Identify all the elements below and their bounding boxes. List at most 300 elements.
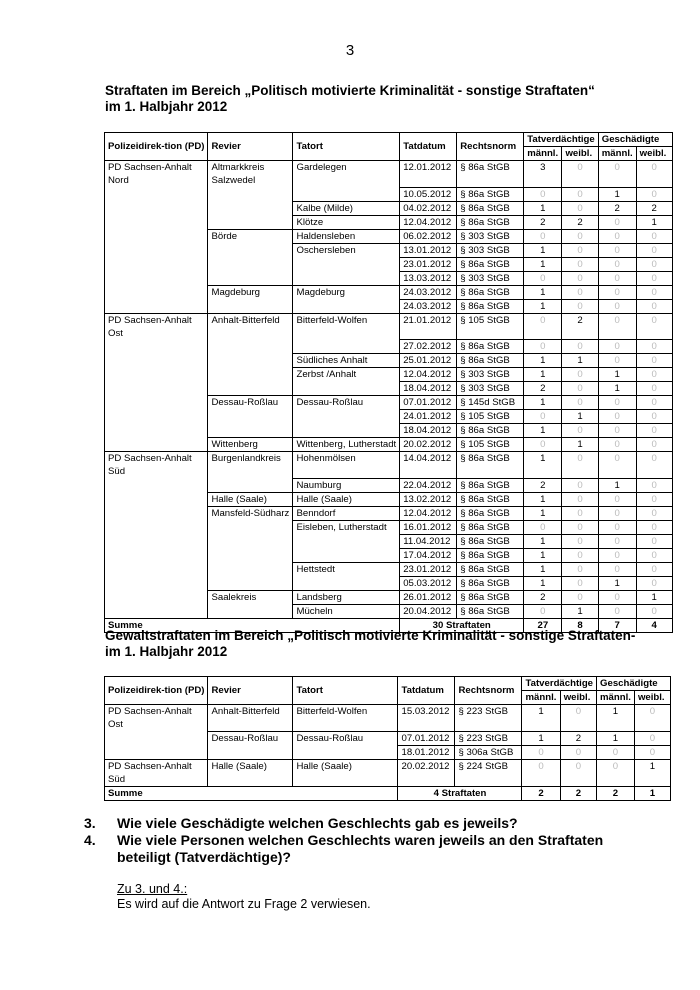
table-row [105, 340, 673, 354]
question-number: 4. [84, 832, 96, 848]
summe-g-m: 7 [598, 618, 636, 632]
cell-revier: Saalekreis [208, 590, 293, 604]
cell-tv-m: 1 [524, 354, 562, 368]
cell-revier [208, 271, 293, 285]
cell-g-m: 0 [598, 534, 636, 548]
cell-revier [208, 257, 293, 271]
cell-tatort: Hettstedt [293, 562, 400, 576]
cell-rechtsnorm: § 145d StGB [457, 396, 524, 410]
cell-tatort: Halle (Saale) [293, 759, 398, 786]
cell-tatort: Südliches Anhalt [293, 354, 400, 368]
table-row [105, 187, 673, 201]
cell-tv-w: 0 [562, 396, 598, 410]
cell-tv-w: 0 [562, 187, 598, 201]
cell-tatdatum: 14.04.2012 [400, 452, 457, 479]
table-row [105, 396, 673, 410]
section2-title [105, 628, 635, 660]
question-text: Wie viele Personen welchen Geschlechts waren jeweils an den Straftaten beteiligt (Tatverdächtige)? [117, 832, 604, 865]
cell-rechtsnorm: § 86a StGB [457, 257, 524, 271]
cell-tv-w: 0 [560, 745, 596, 759]
cell-tatdatum: 26.01.2012 [400, 590, 457, 604]
summe-g-m: 2 [597, 786, 635, 800]
cell-tv-m: 1 [524, 562, 562, 576]
cell-g-w: 0 [636, 368, 672, 382]
header-geschaedigte: Geschädigte [598, 133, 672, 147]
cell-revier [208, 243, 293, 257]
table-row [105, 424, 673, 438]
cell-tv-m: 0 [524, 604, 562, 618]
cell-g-m: 0 [598, 229, 636, 243]
cell-pd: PD Sachsen-Anhalt Süd [105, 452, 208, 479]
cell-g-m: 1 [597, 731, 635, 745]
table-row [105, 243, 673, 257]
header-g-maennl: männl. [598, 147, 636, 161]
table-row [105, 604, 673, 618]
cell-tatdatum: 07.01.2012 [400, 396, 457, 410]
cell-tv-m: 1 [522, 705, 560, 732]
table-row [105, 506, 673, 520]
cell-g-w: 0 [636, 452, 672, 479]
cell-g-m: 0 [598, 410, 636, 424]
summe-tv-m: 2 [522, 786, 560, 800]
cell-rechtsnorm: § 86a StGB [457, 452, 524, 479]
cell-g-m: 0 [598, 313, 636, 340]
cell-pd [105, 396, 208, 410]
table-row [105, 492, 673, 506]
cell-tv-m: 0 [524, 410, 562, 424]
table-row [105, 229, 673, 243]
cell-tv-m: 0 [524, 187, 562, 201]
cell-rechtsnorm: § 303 StGB [457, 243, 524, 257]
cell-tv-w: 0 [562, 382, 598, 396]
cell-tatdatum: 18.04.2012 [400, 382, 457, 396]
cell-tv-w: 2 [562, 215, 598, 229]
cell-pd [105, 340, 208, 354]
summe-tv-w: 8 [562, 618, 598, 632]
cell-tv-w: 0 [562, 506, 598, 520]
cell-g-w: 1 [636, 590, 672, 604]
cell-tatort [293, 548, 400, 562]
header-g-weibl: weibl. [634, 691, 670, 705]
cell-pd [105, 506, 208, 520]
cell-pd [105, 187, 208, 201]
table-gewaltstraftaten [104, 676, 671, 801]
cell-tv-m: 0 [524, 438, 562, 452]
cell-pd [105, 548, 208, 562]
cell-tv-m: 1 [524, 576, 562, 590]
cell-tv-m: 0 [524, 229, 562, 243]
cell-tv-w: 0 [562, 452, 598, 479]
cell-pd [105, 520, 208, 534]
cell-g-w: 0 [636, 257, 672, 271]
cell-g-m: 1 [598, 187, 636, 201]
cell-tv-m: 0 [524, 271, 562, 285]
table-row [105, 705, 671, 732]
cell-pd [105, 745, 208, 759]
cell-revier: Halle (Saale) [208, 492, 293, 506]
cell-tatort [293, 576, 400, 590]
question-number: 3. [84, 815, 96, 831]
cell-tv-w: 0 [562, 520, 598, 534]
section1-title-line1: Straftaten im Bereich „Politisch motivierte Kriminalität - sonstige Straftaten“ [105, 83, 595, 98]
cell-g-w: 0 [636, 410, 672, 424]
cell-rechtsnorm: § 86a StGB [457, 506, 524, 520]
cell-rechtsnorm: § 86a StGB [457, 534, 524, 548]
table-row [105, 534, 673, 548]
cell-tatort: Bitterfeld-Wolfen [293, 705, 398, 732]
cell-revier [208, 215, 293, 229]
cell-tatort [293, 410, 400, 424]
cell-rechtsnorm: § 223 StGB [455, 731, 522, 745]
cell-tv-m: 1 [524, 285, 562, 299]
cell-pd [105, 285, 208, 299]
cell-g-m: 1 [598, 478, 636, 492]
cell-tatdatum: 24.03.2012 [400, 285, 457, 299]
cell-g-w: 0 [636, 424, 672, 438]
cell-g-m: 0 [598, 243, 636, 257]
cell-pd [105, 604, 208, 618]
cell-revier [208, 340, 293, 354]
cell-g-m: 0 [598, 424, 636, 438]
cell-tv-m: 0 [524, 520, 562, 534]
cell-tatort: Dessau-Roßlau [293, 396, 400, 410]
cell-pd [105, 438, 208, 452]
cell-tatdatum: 20.04.2012 [400, 604, 457, 618]
cell-tatdatum: 18.04.2012 [400, 424, 457, 438]
cell-revier: Burgenlandkreis [208, 452, 293, 479]
cell-tatort: Benndorf [293, 506, 400, 520]
cell-tatort: Haldensleben [293, 229, 400, 243]
cell-tatdatum: 13.01.2012 [400, 243, 457, 257]
header-tatdatum: Tatdatum [398, 677, 455, 705]
cell-rechtsnorm: § 105 StGB [457, 438, 524, 452]
cell-tv-m: 1 [524, 548, 562, 562]
cell-tatdatum: 18.01.2012 [398, 745, 455, 759]
header-pd: Polizeidirek-tion (PD) [105, 677, 208, 705]
cell-tatort [293, 745, 398, 759]
header-g-weibl: weibl. [636, 147, 672, 161]
cell-pd [105, 590, 208, 604]
summe-tv-m: 27 [524, 618, 562, 632]
header-tatdatum: Tatdatum [400, 133, 457, 161]
cell-g-w: 0 [636, 506, 672, 520]
cell-revier [208, 745, 293, 759]
cell-g-w: 0 [636, 478, 672, 492]
cell-g-m: 0 [598, 215, 636, 229]
cell-g-m: 0 [598, 520, 636, 534]
cell-rechtsnorm: § 303 StGB [457, 368, 524, 382]
summe-tv-w: 2 [560, 786, 596, 800]
cell-g-m: 0 [598, 506, 636, 520]
cell-tatort: Gardelegen [293, 161, 400, 188]
cell-pd [105, 382, 208, 396]
cell-g-w: 0 [636, 492, 672, 506]
cell-revier [208, 368, 293, 382]
header-pd: Polizeidirek-tion (PD) [105, 133, 208, 161]
cell-tv-m: 1 [524, 257, 562, 271]
cell-rechtsnorm: § 303 StGB [457, 229, 524, 243]
cell-g-m: 1 [598, 576, 636, 590]
table-sonstige-straftaten [104, 132, 673, 633]
cell-g-m: 0 [598, 257, 636, 271]
cell-tatdatum: 15.03.2012 [398, 705, 455, 732]
header-tv-maennl: männl. [522, 691, 560, 705]
cell-rechtsnorm: § 86a StGB [457, 424, 524, 438]
cell-tatdatum: 16.01.2012 [400, 520, 457, 534]
cell-pd: PD Sachsen-Anhalt Ost [105, 705, 208, 732]
cell-tv-w: 2 [562, 313, 598, 340]
cell-pd: PD Sachsen-Anhalt Ost [105, 313, 208, 340]
cell-g-w: 0 [634, 705, 670, 732]
cell-tv-m: 1 [524, 506, 562, 520]
summe-g-w: 4 [636, 618, 672, 632]
cell-g-w: 0 [636, 534, 672, 548]
cell-tatdatum: 05.03.2012 [400, 576, 457, 590]
cell-rechtsnorm: § 86a StGB [457, 299, 524, 313]
cell-g-w: 0 [636, 604, 672, 618]
summe-straftaten: 4 Straftaten [398, 786, 522, 800]
cell-tv-w: 0 [562, 590, 598, 604]
summe-label: Summe [105, 786, 398, 800]
cell-pd [105, 576, 208, 590]
page-number: 3 [345, 42, 355, 59]
cell-tatort: Zerbst /Anhalt [293, 368, 400, 382]
cell-tv-m: 2 [524, 382, 562, 396]
cell-pd [105, 478, 208, 492]
table-row [105, 285, 673, 299]
cell-g-m: 1 [598, 368, 636, 382]
cell-rechtsnorm: § 86a StGB [457, 548, 524, 562]
cell-rechtsnorm: § 86a StGB [457, 604, 524, 618]
cell-pd [105, 410, 208, 424]
cell-tv-w: 0 [562, 368, 598, 382]
cell-tatort: Halle (Saale) [293, 492, 400, 506]
question-text: Wie viele Geschädigte welchen Geschlechts gab es jeweils? [117, 815, 518, 831]
cell-revier: Wittenberg [208, 438, 293, 452]
summe-label: Summe [105, 618, 400, 632]
cell-tv-m: 1 [524, 534, 562, 548]
cell-g-w: 0 [636, 299, 672, 313]
header-tatverdaechtige: Tatverdächtige [524, 133, 599, 147]
table-row [105, 452, 673, 479]
cell-revier: Börde [208, 229, 293, 243]
cell-revier [208, 424, 293, 438]
cell-tatdatum: 12.04.2012 [400, 368, 457, 382]
cell-tatort: Magdeburg [293, 285, 400, 299]
cell-tv-w: 1 [562, 354, 598, 368]
cell-revier: Dessau-Roßlau [208, 396, 293, 410]
cell-pd [105, 299, 208, 313]
table-row [105, 548, 673, 562]
cell-pd [105, 492, 208, 506]
header-rechtsnorm: Rechtsnorm [455, 677, 522, 705]
cell-g-w: 0 [636, 354, 672, 368]
cell-tv-w: 0 [562, 576, 598, 590]
cell-tv-m: 2 [524, 478, 562, 492]
cell-rechtsnorm: § 306a StGB [455, 745, 522, 759]
cell-tv-m: 0 [524, 313, 562, 340]
cell-pd [105, 201, 208, 215]
cell-pd [105, 562, 208, 576]
cell-revier: Halle (Saale) [208, 759, 293, 786]
cell-tatdatum: 27.02.2012 [400, 340, 457, 354]
cell-tatort: Wittenberg, Lutherstadt [293, 438, 400, 452]
header-rechtsnorm: Rechtsnorm [457, 133, 524, 161]
cell-tv-w: 1 [562, 604, 598, 618]
cell-tatort: Kalbe (Milde) [293, 201, 400, 215]
cell-tv-w: 0 [562, 271, 598, 285]
cell-g-w: 0 [636, 438, 672, 452]
cell-tatdatum: 12.04.2012 [400, 215, 457, 229]
cell-pd: PD Sachsen-Anhalt Nord [105, 161, 208, 188]
cell-g-m: 0 [598, 340, 636, 354]
table-row [105, 590, 673, 604]
cell-pd [105, 243, 208, 257]
header-tv-weibl: weibl. [560, 691, 596, 705]
header-revier: Revier [208, 677, 293, 705]
cell-g-w: 0 [636, 243, 672, 257]
cell-rechtsnorm: § 86a StGB [457, 187, 524, 201]
cell-tatdatum: 24.01.2012 [400, 410, 457, 424]
table-row [105, 745, 671, 759]
cell-revier [208, 548, 293, 562]
cell-rechtsnorm: § 303 StGB [457, 271, 524, 285]
cell-pd [105, 534, 208, 548]
cell-g-w: 0 [636, 271, 672, 285]
header-tatort: Tatort [293, 133, 400, 161]
cell-g-w: 0 [636, 313, 672, 340]
cell-tv-m: 1 [524, 452, 562, 479]
section2-title-line1: Gewaltstraftaten im Bereich „Politisch motivierte Kriminalität - sonstige Straftaten- [105, 628, 636, 643]
cell-g-w: 0 [636, 576, 672, 590]
cell-tatdatum: 12.04.2012 [400, 506, 457, 520]
cell-revier [208, 187, 293, 201]
cell-tatort: Naumburg [293, 478, 400, 492]
cell-tv-w: 0 [562, 424, 598, 438]
section1-title-line2: im 1. Halbjahr 2012 [105, 99, 228, 114]
cell-revier [208, 410, 293, 424]
header-tv-weibl: weibl. [562, 147, 598, 161]
cell-tatort [293, 257, 400, 271]
cell-revier: Anhalt-Bitterfeld [208, 705, 293, 732]
cell-tv-w: 0 [562, 492, 598, 506]
cell-pd [105, 229, 208, 243]
cell-tv-m: 1 [524, 492, 562, 506]
cell-revier [208, 520, 293, 534]
cell-tatdatum: 22.04.2012 [400, 478, 457, 492]
cell-rechtsnorm: § 86a StGB [457, 354, 524, 368]
table-row [105, 257, 673, 271]
cell-tatort: Oschersleben [293, 243, 400, 257]
cell-tatort [293, 382, 400, 396]
cell-tatdatum: 12.01.2012 [400, 161, 457, 188]
cell-g-m: 0 [598, 452, 636, 479]
cell-g-m: 0 [598, 438, 636, 452]
cell-g-m: 1 [597, 705, 635, 732]
table-row [105, 354, 673, 368]
header-tatverdaechtige: Tatverdächtige [522, 677, 597, 691]
table-row [105, 299, 673, 313]
cell-g-m: 0 [598, 548, 636, 562]
cell-tv-w: 1 [562, 410, 598, 424]
cell-revier [208, 576, 293, 590]
cell-tatort: Bitterfeld-Wolfen [293, 313, 400, 340]
cell-g-w: 1 [636, 215, 672, 229]
cell-tatdatum: 11.04.2012 [400, 534, 457, 548]
cell-revier: Dessau-Roßlau [208, 731, 293, 745]
table-row [105, 438, 673, 452]
cell-g-m: 0 [598, 590, 636, 604]
cell-tatdatum: 20.02.2012 [400, 438, 457, 452]
cell-g-w: 0 [634, 731, 670, 745]
cell-tv-w: 0 [562, 243, 598, 257]
cell-revier [208, 562, 293, 576]
cell-rechtsnorm: § 86a StGB [457, 492, 524, 506]
cell-tatort: Dessau-Roßlau [293, 731, 398, 745]
header-revier: Revier [208, 133, 293, 161]
cell-revier [208, 604, 293, 618]
cell-g-w: 0 [636, 187, 672, 201]
table-row [105, 410, 673, 424]
cell-g-m: 0 [598, 604, 636, 618]
summe-row [105, 786, 671, 800]
cell-pd [105, 731, 208, 745]
cell-g-m: 0 [598, 396, 636, 410]
cell-tv-w: 2 [560, 731, 596, 745]
table-row [105, 478, 673, 492]
cell-tatort: Eisleben, Lutherstadt [293, 520, 400, 534]
table-row [105, 576, 673, 590]
cell-tv-w: 0 [562, 548, 598, 562]
cell-tv-w: 0 [562, 285, 598, 299]
cell-g-w: 0 [636, 396, 672, 410]
table-row [105, 313, 673, 340]
cell-g-m: 0 [597, 745, 635, 759]
cell-revier [208, 201, 293, 215]
cell-tv-w: 0 [562, 229, 598, 243]
cell-tatort: Mücheln [293, 604, 400, 618]
cell-rechtsnorm: § 105 StGB [457, 313, 524, 340]
header-tatort: Tatort [293, 677, 398, 705]
cell-tv-w: 0 [562, 534, 598, 548]
answer-block [117, 882, 371, 912]
cell-pd [105, 271, 208, 285]
cell-tv-w: 0 [562, 562, 598, 576]
cell-tv-m: 1 [524, 396, 562, 410]
section2-title-line2: im 1. Halbjahr 2012 [105, 644, 228, 659]
header-tv-maennl: männl. [524, 147, 562, 161]
cell-g-m: 0 [598, 271, 636, 285]
cell-pd [105, 368, 208, 382]
cell-tv-m: 1 [524, 243, 562, 257]
cell-rechtsnorm: § 86a StGB [457, 590, 524, 604]
table-row [105, 161, 673, 188]
cell-g-m: 0 [598, 161, 636, 188]
cell-tv-w: 0 [562, 340, 598, 354]
table-row [105, 201, 673, 215]
cell-rechtsnorm: § 105 StGB [457, 410, 524, 424]
cell-g-w: 0 [636, 229, 672, 243]
cell-tv-m: 2 [524, 590, 562, 604]
cell-tatort [293, 424, 400, 438]
cell-g-w: 0 [634, 745, 670, 759]
cell-tv-m: 0 [522, 745, 560, 759]
cell-tv-w: 0 [560, 759, 596, 786]
header-g-maennl: männl. [597, 691, 635, 705]
cell-tatort [293, 534, 400, 548]
answer-text: Es wird auf die Antwort zu Frage 2 verwiesen. [117, 897, 371, 911]
cell-tv-w: 0 [562, 478, 598, 492]
